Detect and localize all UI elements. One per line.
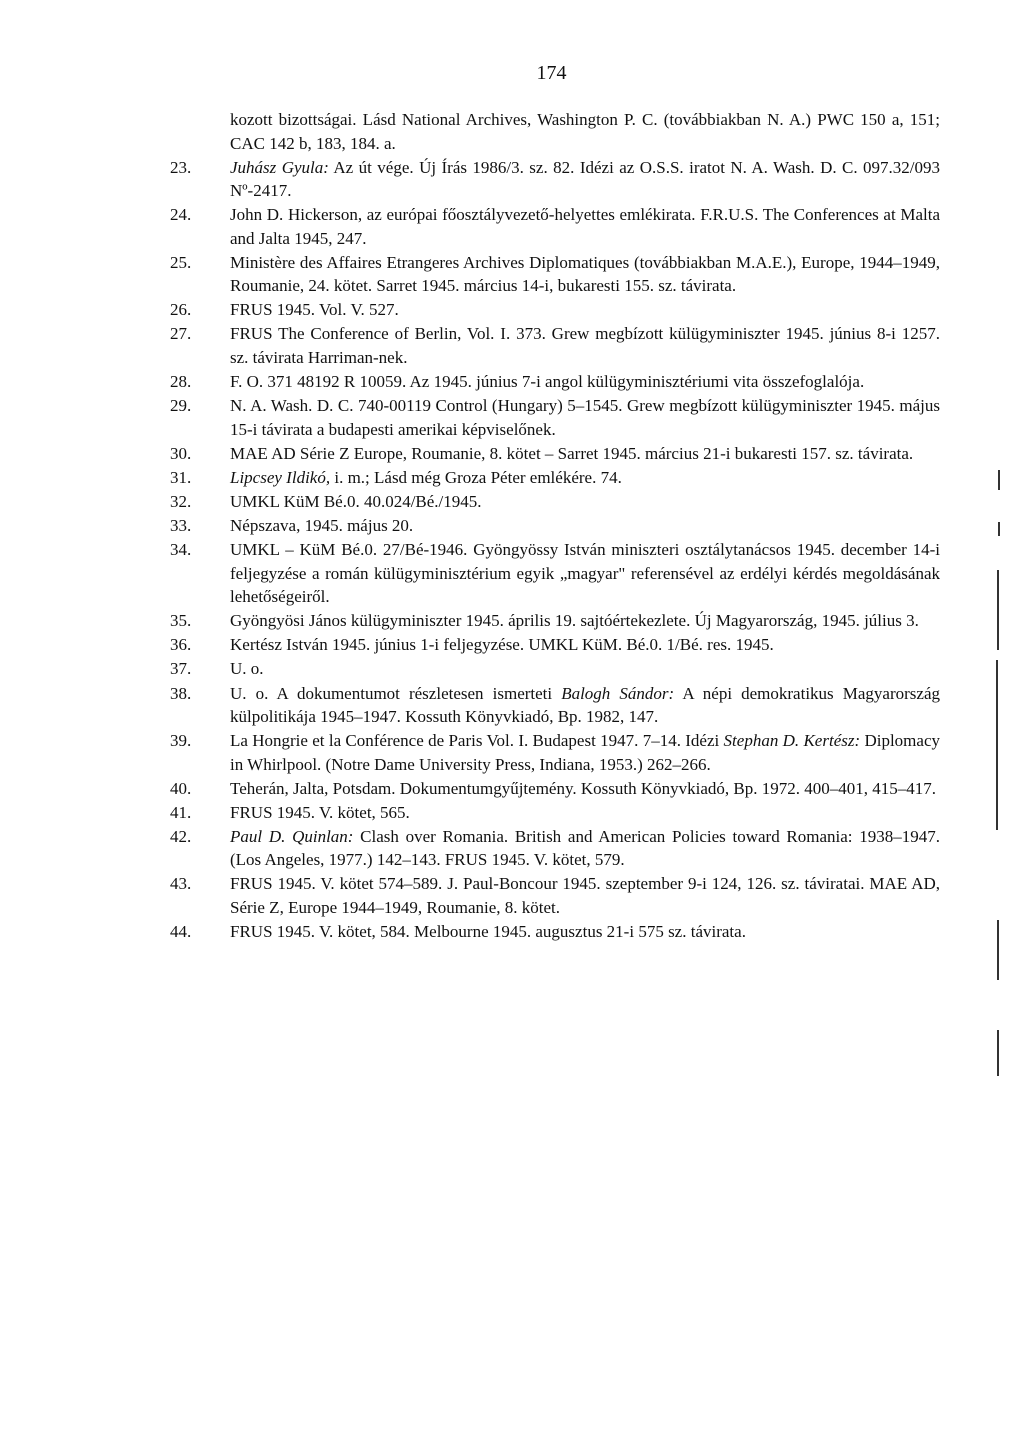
footnote — [170, 490, 940, 514]
footnote-text — [230, 657, 940, 681]
footnote-number: 42. — [170, 826, 192, 846]
footnote-segment: Teherán, Jalta, Potsdam. Dokumentumgyűjtemény. Kossuth Könyvkiadó, Bp. 1972. 400–401, 415–417. — [230, 778, 936, 798]
footnote-text — [230, 466, 940, 490]
footnote-text — [230, 920, 940, 944]
footnote — [170, 514, 940, 538]
footnote — [170, 633, 940, 657]
footnote-segment: U. o. — [230, 659, 264, 679]
footnote-number: 28. — [170, 372, 192, 392]
footnote — [170, 394, 940, 441]
footnote-text — [230, 156, 940, 203]
footnote — [170, 920, 940, 944]
footnote-number: 38. — [170, 683, 192, 703]
footnote — [170, 442, 940, 466]
footnote-text — [230, 633, 940, 657]
footnote-italic-segment: Stephan D. Kertész: — [723, 731, 861, 751]
footnote — [170, 609, 940, 633]
footnote-number: 27. — [170, 324, 192, 344]
footnote-number: 34. — [170, 540, 192, 560]
footnote-text — [230, 251, 940, 298]
footnote-text — [230, 322, 940, 369]
footnote-segment: i. m.; Lásd még Groza Péter emlékére. 74. — [330, 467, 622, 487]
footnote-number: 40. — [170, 778, 192, 798]
footnote-text — [230, 872, 940, 919]
footnote-italic-segment: Paul D. Quinlan: — [230, 826, 354, 846]
footnote-number: 36. — [170, 635, 192, 655]
footnote-segment: Clash over Romania. British and American Policies toward Romania: 1938–1947. (Los Angeles, 1977.) 142–143. FRUS 1945. V. kötet, 579. — [230, 826, 940, 870]
footnote-number: 30. — [170, 443, 192, 463]
footnote-italic-segment: Lipcsey Ildikó, — [230, 467, 331, 487]
footnote-text — [230, 825, 940, 872]
footnote-number: 37. — [170, 659, 192, 679]
footnote-text — [230, 370, 940, 394]
footnote-segment: F. O. 371 48192 R 10059. Az 1945. június 7-i angol külügyminisztériumi vita összefoglalója. — [230, 372, 865, 392]
footnote-segment: Gyöngyösi János külügyminiszter 1945. április 19. sajtóértekezlete. Új Magyarország, 1945. július 3. — [230, 611, 919, 631]
footnote — [170, 682, 940, 729]
footnote-segment: Ministère des Affaires Etrangeres Archives Diplomatiques (továbbiakban M.A.E.), Europe, 1944–1949, Roumanie, 24. kötet. Sarret 1945. március 14-i, bukaresti 155. sz. távirata. — [230, 252, 940, 296]
footnote-segment: UMKL KüM Bé.0. 40.024/Bé./1945. — [230, 491, 482, 511]
footnote — [170, 872, 940, 919]
footnote-segment: FRUS 1945. V. kötet, 565. — [230, 802, 410, 822]
footnote-italic-segment: Juhász Gyula: — [230, 157, 329, 177]
footnote-text — [230, 108, 940, 155]
footnote-text — [230, 609, 940, 633]
margin-scan-mark — [997, 570, 999, 650]
footnote — [170, 203, 940, 250]
footnote-text — [230, 777, 940, 801]
footnote-segment: John D. Hickerson, az európai főosztályvezető-helyettes emlékirata. F.R.U.S. The Conferences at Malta and Jalta 1945, 247. — [230, 205, 940, 248]
footnote-text — [230, 298, 940, 322]
footnote — [170, 156, 940, 203]
margin-scan-mark — [997, 920, 999, 980]
footnote-text — [230, 514, 940, 538]
footnote — [170, 801, 940, 825]
footnote-text — [230, 538, 940, 609]
footnote-number: 39. — [170, 731, 192, 751]
footnotes-list — [170, 108, 940, 944]
footnote-number — [170, 108, 230, 155]
footnote-number: 41. — [170, 802, 192, 822]
margin-scan-mark — [998, 522, 1000, 536]
footnote — [170, 322, 940, 369]
footnote — [170, 729, 940, 776]
footnote-segment: FRUS 1945. V. kötet, 584. Melbourne 1945. augusztus 21-i 575 sz. távirata. — [230, 922, 746, 942]
footnote-segment: MAE AD Série Z Europe, Roumanie, 8. kötet – Sarret 1945. március 21-i bukaresti 157. sz. távirata. — [230, 443, 914, 463]
footnote-number: 43. — [170, 874, 192, 894]
margin-scan-mark — [997, 1030, 999, 1076]
margin-scan-mark — [996, 660, 998, 830]
footnote — [170, 466, 940, 490]
footnote — [170, 108, 940, 155]
footnote-segment: Az út vége. Új Írás 1986/3. sz. 82. Idézi az O.S.S. iratot N. A. Wash. D. C. 097.32/093 Nº-2417. — [230, 157, 941, 201]
footnote-number: 33. — [170, 516, 192, 536]
footnote-number: 26. — [170, 300, 192, 320]
footnote — [170, 251, 940, 298]
footnote-segment: FRUS 1945. Vol. V. 527. — [230, 300, 399, 320]
footnote-segment: UMKL – KüM Bé.0. 27/Bé-1946. Gyöngyössy István miniszteri osztálytanácsos 1945. december 14-i feljegyzése a román külügyminisztérium egyik „magyar" referensével az erdélyi kérdés megoldásának lehetőségeiről. — [230, 540, 940, 607]
footnote — [170, 298, 940, 322]
footnote-segment: Népszava, 1945. május 20. — [230, 516, 414, 536]
footnote — [170, 538, 940, 609]
footnote-text — [230, 490, 940, 514]
footnote-number: 23. — [170, 157, 192, 177]
margin-scan-mark — [998, 470, 1000, 490]
footnote-segment: Diplomacy in Whirlpool. (Notre Dame University Press, Indiana, 1953.) 262–266. — [230, 731, 940, 774]
footnote-number: 35. — [170, 611, 192, 631]
footnote-text — [230, 801, 940, 825]
footnote-text — [230, 682, 940, 729]
footnote-segment: Kertész István 1945. június 1-i feljegyzése. UMKL KüM. Bé.0. 1/Bé. res. 1945. — [230, 635, 774, 655]
footnote-text — [230, 442, 940, 466]
footnote-text — [230, 729, 940, 776]
footnote — [170, 777, 940, 801]
footnote-segment: kozott bizottságai. Lásd National Archives, Washington P. C. (továbbiakban N. A.) PWC 150 a, 151; CAC 142 b, 183, 184. a. — [230, 110, 940, 153]
footnote-segment: La Hongrie et la Conférence de Paris Vol. I. Budapest 1947. 7–14. Idézi — [230, 731, 724, 751]
footnote-segment: A népi demokratikus Magyarország külpolitikája 1945–1947. Kossuth Könyvkiadó, Bp. 1982, 147. — [230, 683, 940, 726]
footnote-text — [230, 203, 940, 250]
footnote-number: 31. — [170, 467, 192, 487]
footnote-segment: U. o. A dokumentumot részletesen ismerteti — [230, 683, 562, 703]
footnote-text — [230, 394, 940, 441]
footnote-number: 25. — [170, 252, 192, 272]
footnote-number: 29. — [170, 396, 192, 416]
footnote — [170, 657, 940, 681]
footnote — [170, 825, 940, 872]
footnote — [170, 370, 940, 394]
footnote-italic-segment: Balogh Sándor: — [561, 683, 675, 703]
footnote-segment: N. A. Wash. D. C. 740-00119 Control (Hungary) 5–1545. Grew megbízott külügyminiszter 1945. május 15-i távirata a budapesti amerikai képviselőnek. — [230, 396, 940, 439]
footnote-segment: FRUS The Conference of Berlin, Vol. I. 373. Grew megbízott külügyminiszter 1945. június 8-i 1257. sz. távirata Harriman-nek. — [230, 324, 940, 367]
footnote-segment: FRUS 1945. V. kötet 574–589. J. Paul-Boncour 1945. szeptember 9-i 124, 126. sz. táviratai. MAE AD, Série Z, Europe 1944–1949, Roumanie, 8. kötet. — [230, 874, 940, 917]
footnote-number: 24. — [170, 205, 192, 225]
footnote-number: 44. — [170, 922, 192, 942]
footnote-number: 32. — [170, 491, 192, 511]
page-number: 174 — [536, 62, 567, 84]
